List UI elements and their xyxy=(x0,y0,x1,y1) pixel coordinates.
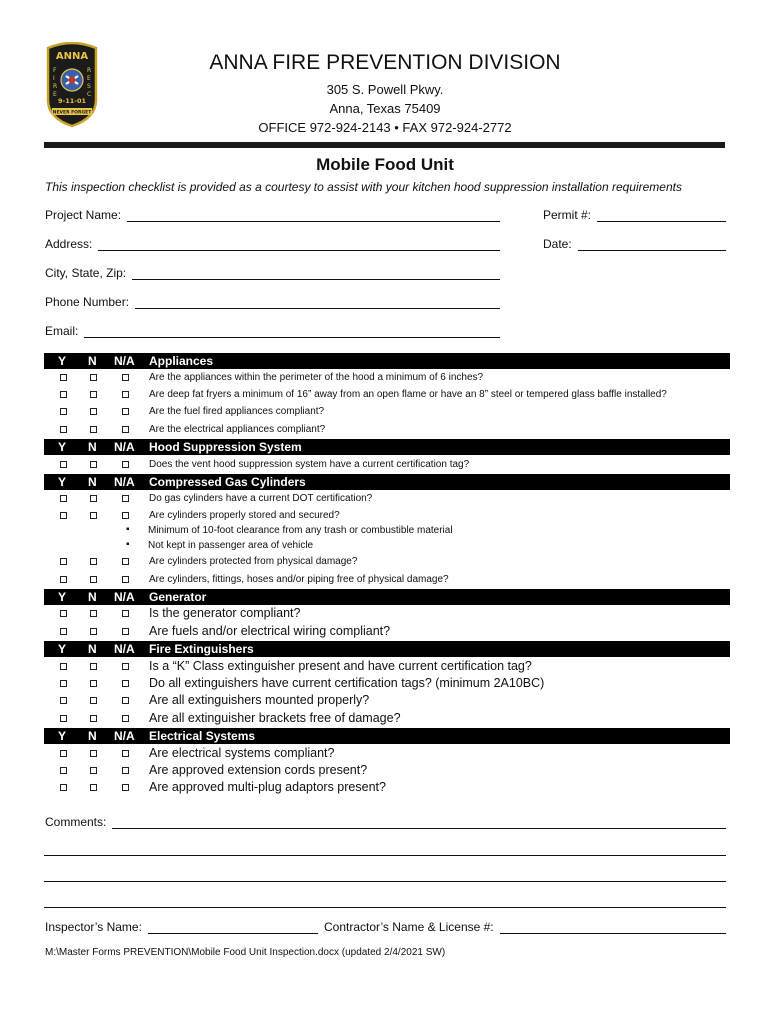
comments-field[interactable] xyxy=(45,815,726,829)
yes-checkbox[interactable] xyxy=(60,750,67,757)
na-checkbox[interactable] xyxy=(122,697,129,704)
checklist-row xyxy=(44,508,730,524)
yes-checkbox[interactable] xyxy=(60,697,67,704)
yes-checkbox[interactable] xyxy=(60,558,67,565)
na-checkbox[interactable] xyxy=(122,495,129,502)
no-checkbox[interactable] xyxy=(90,408,97,415)
col-n-label: N xyxy=(88,475,97,489)
checklist-row xyxy=(44,554,730,570)
address-label: Address: xyxy=(45,237,93,251)
section-header-appliances xyxy=(44,353,730,369)
na-checkbox[interactable] xyxy=(122,628,129,635)
inspector-name-label: Inspector’s Name: xyxy=(45,920,142,934)
col-n-label: N xyxy=(88,642,97,656)
col-na-label: N/A xyxy=(114,475,135,489)
question-text: Are cylinders properly stored and secured? xyxy=(149,510,340,521)
svg-text:E: E xyxy=(53,91,57,98)
col-y-label: Y xyxy=(58,440,67,454)
agency-header xyxy=(200,50,570,137)
yes-checkbox[interactable] xyxy=(60,715,67,722)
question-text: Is a “K” Class extinguisher present and have current certification tag? xyxy=(149,659,532,673)
na-checkbox[interactable] xyxy=(122,767,129,774)
city-state-zip-field[interactable] xyxy=(45,266,500,280)
col-n-label: N xyxy=(88,729,97,743)
question-text: Are approved multi-plug adaptors present? xyxy=(149,780,386,794)
col-y-label: Y xyxy=(58,590,67,604)
na-checkbox[interactable] xyxy=(122,680,129,687)
na-checkbox[interactable] xyxy=(122,558,129,565)
na-checkbox[interactable] xyxy=(122,512,129,519)
na-checkbox[interactable] xyxy=(122,391,129,398)
yes-checkbox[interactable] xyxy=(60,391,67,398)
yes-checkbox[interactable] xyxy=(60,426,67,433)
no-checkbox[interactable] xyxy=(90,495,97,502)
na-checkbox[interactable] xyxy=(122,750,129,757)
svg-text:NEVER FORGET: NEVER FORGET xyxy=(52,110,92,116)
no-checkbox[interactable] xyxy=(90,663,97,670)
na-checkbox[interactable] xyxy=(122,461,129,468)
question-text: Are deep fat fryers a minimum of 16” away from an open flame or have an 8” steel or tempered glass baffle installed? xyxy=(149,389,667,400)
question-text: Are cylinders protected from physical damage? xyxy=(149,556,358,567)
section-header-fire-extinguishers xyxy=(44,641,730,657)
comments-line[interactable] xyxy=(44,881,726,882)
question-text: Are the electrical appliances compliant? xyxy=(149,424,326,435)
col-n-label: N xyxy=(88,354,97,368)
svg-text:ANNA: ANNA xyxy=(55,51,89,62)
yes-checkbox[interactable] xyxy=(60,408,67,415)
na-checkbox[interactable] xyxy=(122,784,129,791)
checklist-row xyxy=(44,780,730,796)
checklist-row xyxy=(44,422,730,438)
section-title: Fire Extinguishers xyxy=(149,642,254,656)
na-checkbox[interactable] xyxy=(122,715,129,722)
question-text: Does the vent hood suppression system have a current certification tag? xyxy=(149,459,470,470)
checklist-row xyxy=(44,491,730,507)
no-checkbox[interactable] xyxy=(90,767,97,774)
email-field[interactable] xyxy=(45,324,500,338)
svg-text:C: C xyxy=(87,91,92,98)
section-title: Electrical Systems xyxy=(149,729,256,743)
date-field[interactable] xyxy=(543,237,726,251)
section-title: Appliances xyxy=(149,354,214,368)
col-na-label: N/A xyxy=(114,729,135,743)
section-title: Compressed Gas Cylinders xyxy=(149,475,306,489)
no-checkbox[interactable] xyxy=(90,558,97,565)
col-na-label: N/A xyxy=(114,354,135,368)
city-state-zip-label: City, State, Zip: xyxy=(45,266,127,280)
checklist-row xyxy=(44,693,730,709)
yes-checkbox[interactable] xyxy=(60,374,67,381)
permit-field[interactable] xyxy=(543,208,726,222)
question-text: Are all extinguisher brackets free of damage? xyxy=(149,711,401,725)
no-checkbox[interactable] xyxy=(90,784,97,791)
no-checkbox[interactable] xyxy=(90,426,97,433)
svg-text:E: E xyxy=(87,75,91,82)
question-text: Are electrical systems compliant? xyxy=(149,746,335,760)
checklist-row xyxy=(44,457,730,473)
no-checkbox[interactable] xyxy=(90,391,97,398)
question-text: Do all extinguishers have current certification tags? (minimum 2A10BC) xyxy=(149,676,545,690)
checklist-row xyxy=(44,711,730,727)
checklist-row xyxy=(44,606,730,622)
question-text: Is the generator compliant? xyxy=(149,606,301,620)
col-y-label: Y xyxy=(58,642,67,656)
agency-street: 305 S. Powell Pkwy. xyxy=(326,82,444,97)
na-checkbox[interactable] xyxy=(122,663,129,670)
yes-checkbox[interactable] xyxy=(60,663,67,670)
yes-checkbox[interactable] xyxy=(60,610,67,617)
no-checkbox[interactable] xyxy=(90,628,97,635)
comments-label: Comments: xyxy=(45,815,107,829)
no-checkbox[interactable] xyxy=(90,750,97,757)
question-text: Are the appliances within the perimeter of the hood a minimum of 6 inches? xyxy=(149,372,484,383)
checklist-row xyxy=(44,659,730,675)
svg-text:S: S xyxy=(87,83,91,90)
na-checkbox[interactable] xyxy=(122,576,129,583)
date-label: Date: xyxy=(543,237,572,251)
bullet-item: ▪ Minimum of 10-foot clearance from any trash or combustible material xyxy=(148,525,453,536)
checklist-row xyxy=(44,404,730,420)
na-checkbox[interactable] xyxy=(122,374,129,381)
form-intro: This inspection checklist is provided as a courtesy to assist with your kitchen hood suppression installation requirements xyxy=(45,180,682,194)
checklist-row xyxy=(44,572,730,588)
section-header-compressed-gas xyxy=(44,474,730,490)
col-y-label: Y xyxy=(58,729,67,743)
inspector-name-field[interactable] xyxy=(45,920,318,934)
comments-line[interactable] xyxy=(44,907,726,908)
question-text: Are the fuel fired appliances compliant? xyxy=(149,406,325,417)
section-header-generator xyxy=(44,589,730,605)
question-text: Are approved extension cords present? xyxy=(149,763,368,777)
contractor-name-license-field[interactable] xyxy=(324,920,726,934)
na-checkbox[interactable] xyxy=(122,408,129,415)
col-n-label: N xyxy=(88,590,97,604)
phone-label: Phone Number: xyxy=(45,295,130,309)
checklist-row xyxy=(44,370,730,386)
checklist-row xyxy=(44,763,730,779)
no-checkbox[interactable] xyxy=(90,697,97,704)
no-checkbox[interactable] xyxy=(90,715,97,722)
contractor-name-label: Contractor’s Name & License #: xyxy=(324,920,494,934)
svg-text:9-11-01: 9-11-01 xyxy=(57,97,87,105)
question-text: Do gas cylinders have a current DOT certification? xyxy=(149,493,373,504)
yes-checkbox[interactable] xyxy=(60,628,67,635)
svg-text:R: R xyxy=(87,67,92,74)
checklist-row xyxy=(44,624,730,640)
permit-label: Permit #: xyxy=(543,208,592,222)
yes-checkbox[interactable] xyxy=(60,576,67,583)
section-header-hood-suppression xyxy=(44,439,730,455)
comments-line[interactable] xyxy=(44,855,726,856)
phone-field[interactable] xyxy=(45,295,500,309)
header-divider xyxy=(44,142,725,148)
project-name-label: Project Name: xyxy=(45,208,122,222)
no-checkbox[interactable] xyxy=(90,461,97,468)
no-checkbox[interactable] xyxy=(90,680,97,687)
yes-checkbox[interactable] xyxy=(60,680,67,687)
yes-checkbox[interactable] xyxy=(60,784,67,791)
section-header-electrical xyxy=(44,728,730,744)
na-checkbox[interactable] xyxy=(122,426,129,433)
col-na-label: N/A xyxy=(114,440,135,454)
svg-text:R: R xyxy=(53,83,58,90)
col-n-label: N xyxy=(88,440,97,454)
na-checkbox[interactable] xyxy=(122,610,129,617)
svg-text:I: I xyxy=(53,75,55,82)
question-text: Are fuels and/or electrical wiring compliant? xyxy=(149,624,391,638)
project-name-field[interactable] xyxy=(45,208,500,222)
yes-checkbox[interactable] xyxy=(60,461,67,468)
no-checkbox[interactable] xyxy=(90,512,97,519)
address-field[interactable] xyxy=(45,237,500,251)
section-title: Hood Suppression System xyxy=(149,440,302,454)
checklist-row xyxy=(44,676,730,692)
bullet-item: ▪ Not kept in passenger area of vehicle xyxy=(148,540,313,551)
document-path-footer: M:\Master Forms PREVENTION\Mobile Food Unit Inspection.docx (updated 2/4/2021 SW) xyxy=(45,947,446,958)
section-title: Generator xyxy=(149,590,207,604)
email-label: Email: xyxy=(45,324,79,338)
question-text: Are cylinders, fittings, hoses and/or piping free of physical damage? xyxy=(149,574,449,585)
checklist-row xyxy=(44,387,730,403)
agency-title: ANNA FIRE PREVENTION DIVISION xyxy=(209,51,561,74)
no-checkbox[interactable] xyxy=(90,374,97,381)
col-na-label: N/A xyxy=(114,642,135,656)
checklist-row xyxy=(44,746,730,762)
yes-checkbox[interactable] xyxy=(60,512,67,519)
form-title: Mobile Food Unit xyxy=(316,155,454,174)
agency-contact: OFFICE 972-924-2143 • FAX 972-924-2772 xyxy=(258,120,512,135)
col-na-label: N/A xyxy=(114,590,135,604)
question-text: Are all extinguishers mounted properly? xyxy=(149,693,370,707)
fire-department-badge-logo xyxy=(44,42,100,128)
no-checkbox[interactable] xyxy=(90,610,97,617)
yes-checkbox[interactable] xyxy=(60,495,67,502)
agency-city: Anna, Texas 75409 xyxy=(329,101,441,116)
col-y-label: Y xyxy=(58,475,67,489)
col-y-label: Y xyxy=(58,354,67,368)
yes-checkbox[interactable] xyxy=(60,767,67,774)
svg-text:F: F xyxy=(53,67,57,74)
no-checkbox[interactable] xyxy=(90,576,97,583)
